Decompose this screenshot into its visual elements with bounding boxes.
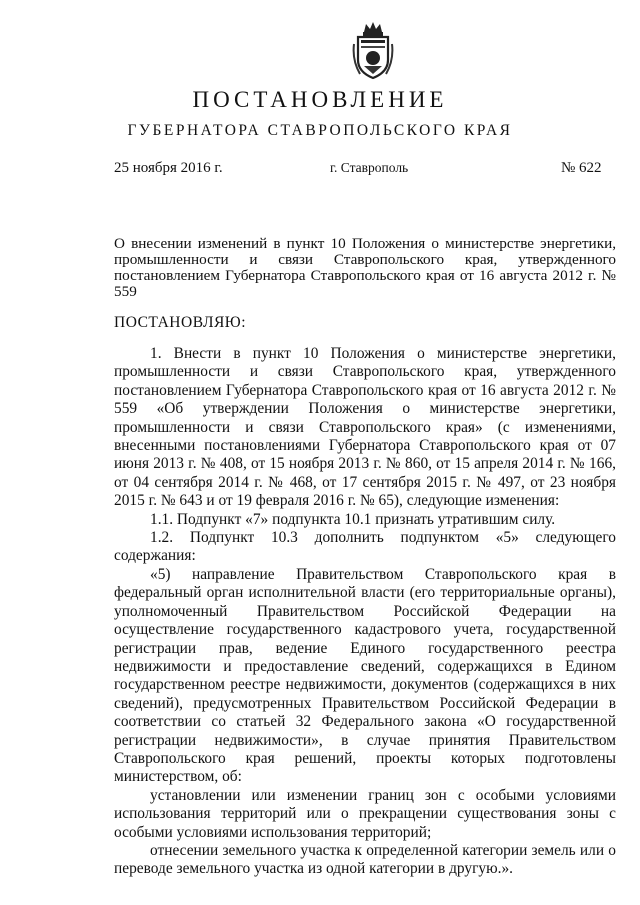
document-subject: О внесении изменений в пункт 10 Положения о министерстве энергетики, промышленности и связи Ставропольского края, утвержденного постановлением Губернатора Ставропольского края от 16 августа 2012 г. № 559 (114, 235, 616, 300)
resolve-heading: ПОСТАНОВЛЯЮ: (114, 314, 247, 331)
document-city: г. Ставрополь (330, 160, 409, 175)
document-date: 25 ноября 2016 г. (114, 160, 223, 176)
document-issuer: ГУБЕРНАТОРА СТАВРОПОЛЬСКОГО КРАЯ (127, 122, 513, 139)
document-title: ПОСТАНОВЛЕНИЕ (192, 87, 448, 112)
coat-of-arms-icon (352, 20, 394, 82)
paragraph-1-1: 1.1. Подпункт «7» подпункта 10.1 признать утратившим силу. (150, 510, 556, 528)
document-body (114, 345, 616, 879)
paragraph-1-2: 1.2. Подпункт 10.3 дополнить подпунктом «5» следующего содержания: (114, 529, 616, 565)
paragraph-1: 1. Внести в пункт 10 Положения о министерстве энергетики, промышленности и связи Ставропольского края, утвержденного постановлением Губернатора Ставропольского края от 16 августа 2012 г. № 559 «Об утверждении Положения о министерстве энергетики, промышленности и связи Ставропольского края» (с изменениями, внесенными постановлениями Губернатора Ставропольского края от 07 июня 2013 г. № 408, от 15 ноября 2013 г. № 860, от 15 апреля 2014 г. № 166, от 04 сентября 2014 г. № 468, от 17 сентября 2015 г. № 497, от 23 ноября 2015 г. № 643 и от 19 февраля 2016 г. № 65), следующие изменения: (114, 345, 616, 510)
document-number: № 622 (561, 160, 602, 176)
paragraph-quote: «5) направление Правительством Ставропольского края в федеральный орган исполнительной власти (его территориальные органы), уполномоченный Правительством Российской Федерации на осуществление государственного кадастрового учета, государственной регистрации прав, ведение Единого государственного реестра недвижимости и предоставление сведений, содержащихся в Едином государственном реестре недвижимости, документов (содержащихся в них сведений), предусмотренных Правительством Российской Федерации в соответствии со статьей 32 Федерального закона «О государственной регистрации недвижимости», в случае принятия Правительством Ставропольского края решений, проекты которых подготовлены министерством, об: (114, 565, 616, 786)
paragraph-item-zones: установлении или изменении границ зон с особыми условиями использования территорий или о прекращении существования зоны с особыми условиями использования территорий; (114, 786, 616, 841)
paragraph-item-land: отнесении земельного участка к определенной категории земель или о переводе земельного участка из одной категории в другую.». (114, 841, 616, 878)
